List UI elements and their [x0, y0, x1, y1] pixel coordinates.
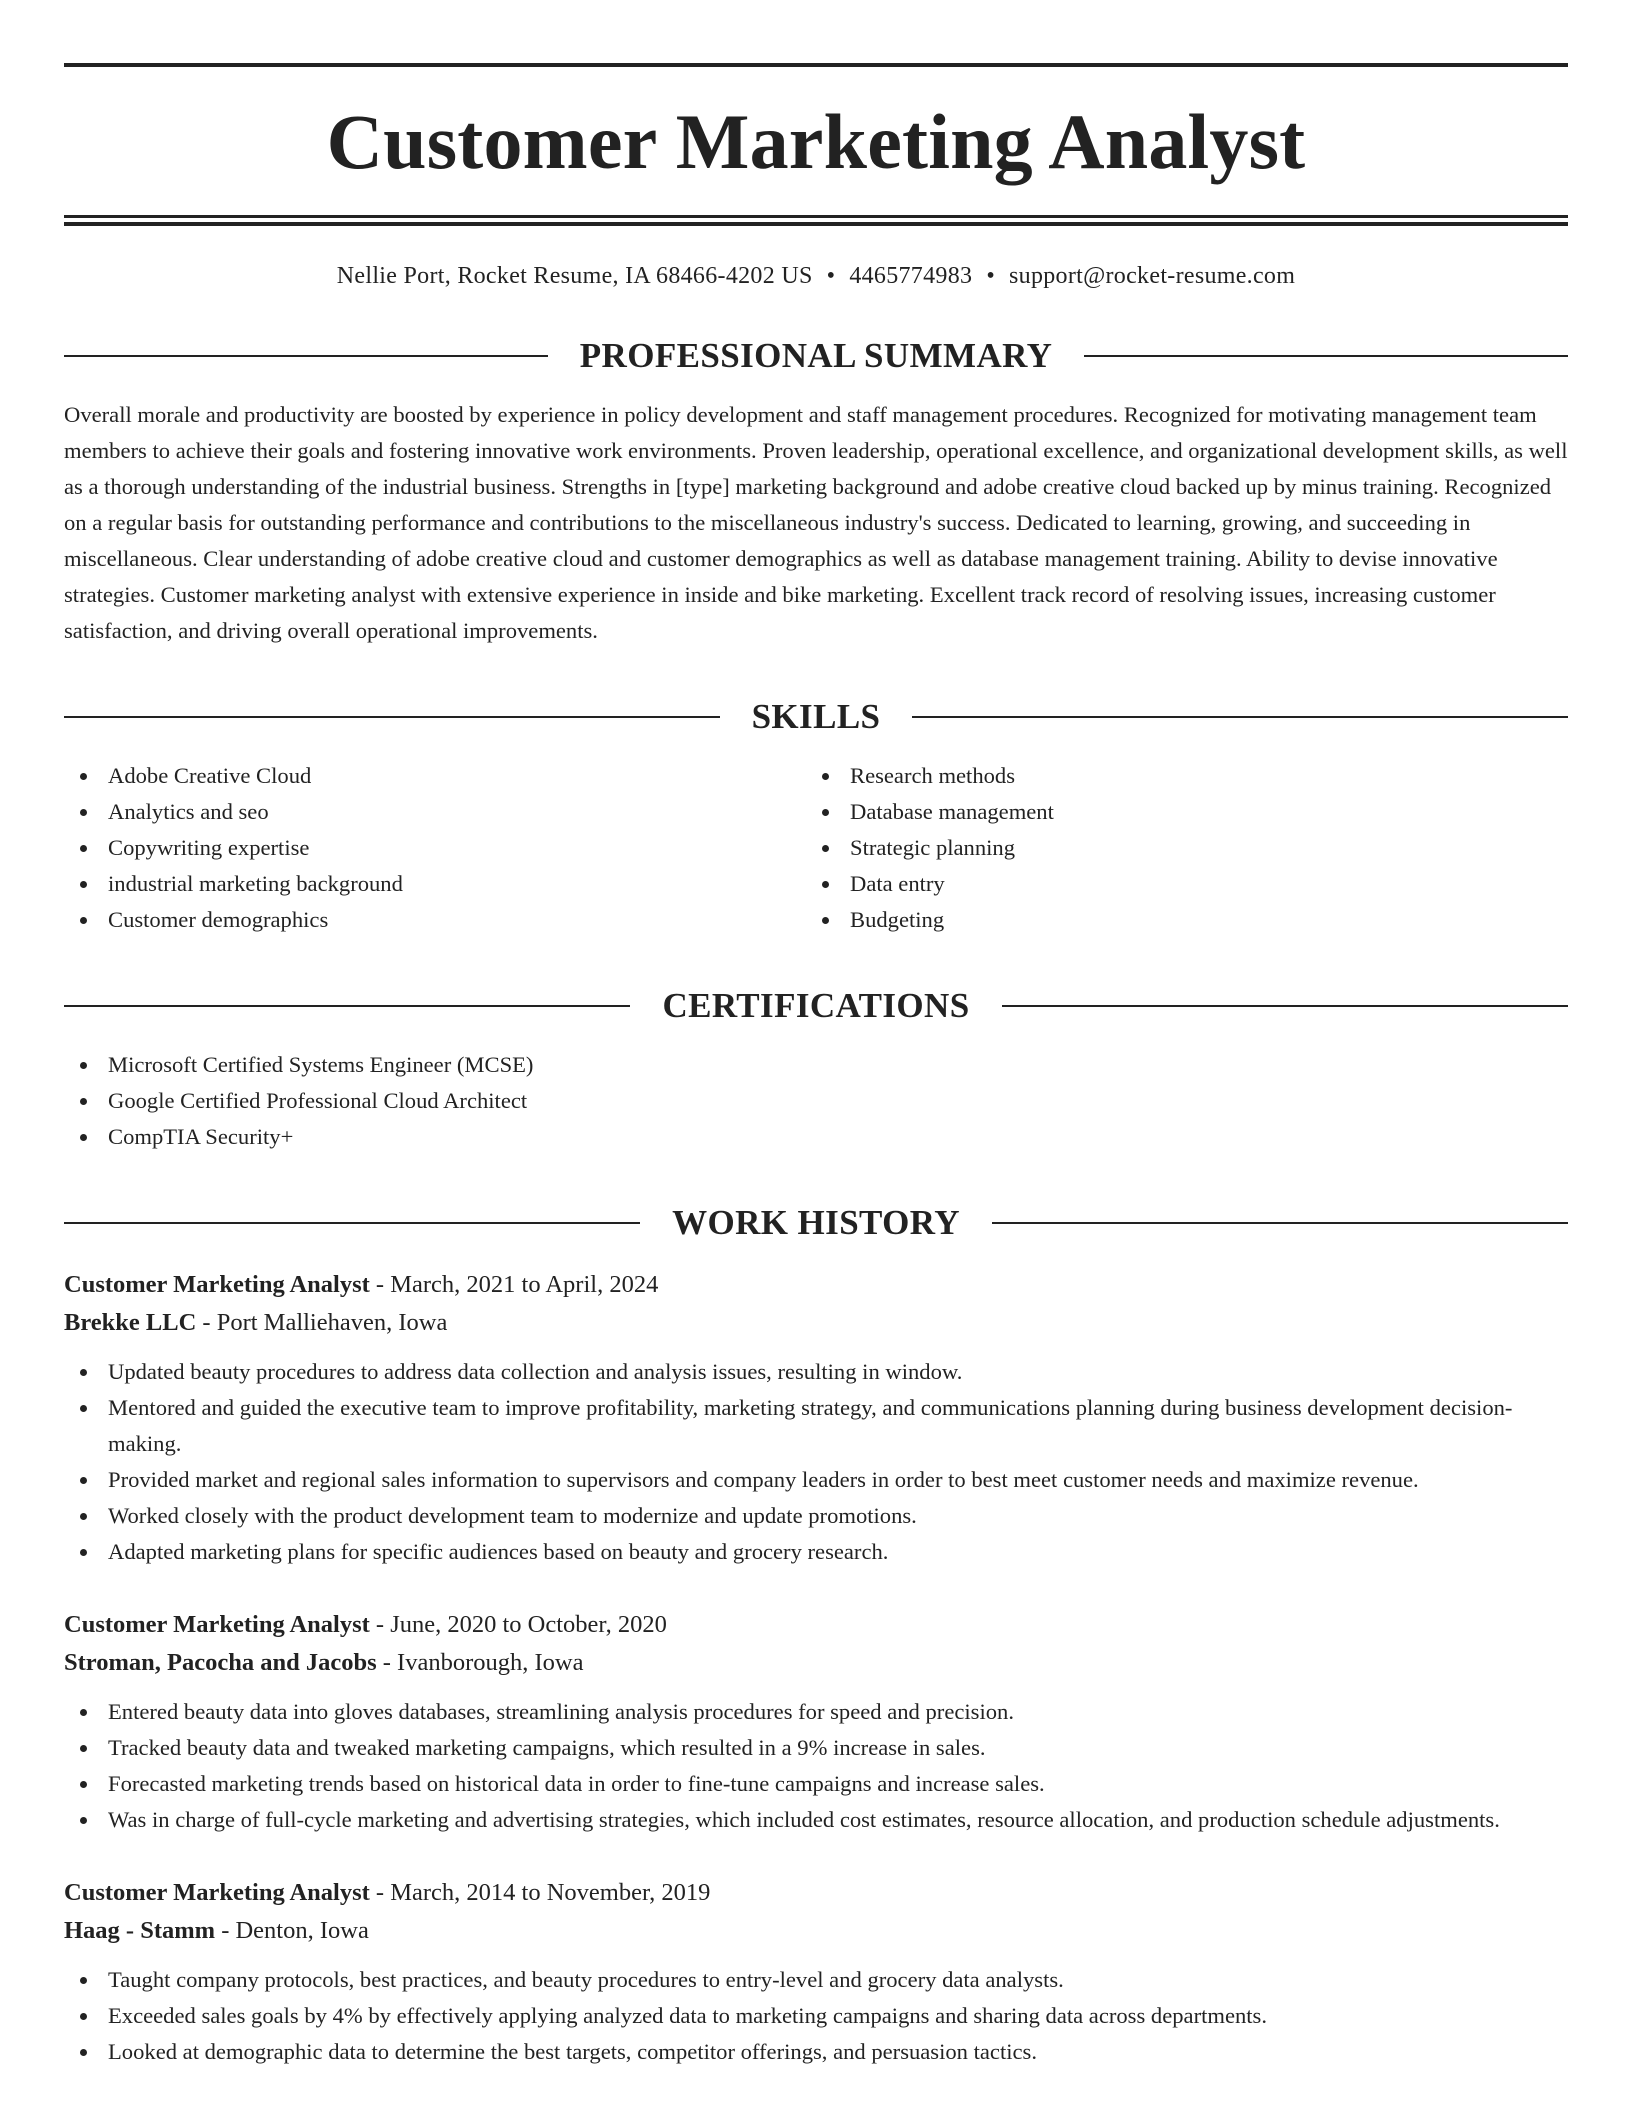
- section-title: WORK HISTORY: [672, 1203, 960, 1242]
- job-bullet: Looked at demographic data to determine the best targets, competitor offerings, and persuasion tactics.: [64, 2034, 1568, 2070]
- job-title-line: [64, 1266, 1568, 1304]
- job-company-line: [64, 1304, 1568, 1342]
- heading-rule: [64, 716, 720, 718]
- job-company: Haag - Stamm: [64, 1917, 216, 1944]
- job-bullets: [64, 1354, 1568, 1570]
- skill-item: industrial marketing background: [64, 866, 806, 902]
- skill-item: Adobe Creative Cloud: [64, 758, 806, 794]
- job-bullet: Adapted marketing plans for specific audiences based on beauty and grocery research.: [64, 1534, 1568, 1570]
- job-company: Stroman, Pacocha and Jacobs: [64, 1649, 377, 1676]
- section-title: PROFESSIONAL SUMMARY: [579, 336, 1053, 375]
- job-bullet: Forecasted marketing trends based on historical data in order to fine-tune campaigns and increase sales.: [64, 1766, 1568, 1802]
- skill-item: Data entry: [806, 866, 1548, 902]
- summary-text: Overall morale and productivity are boosted by experience in policy development and staff management procedures. Recognized for motivating management team members to achieve their goals and fostering innovative work environments. Proven leadership, operational excellence, and organizational development skills, as well as a thorough understanding of the industrial business. Strengths in [type] marketing background and adobe creative cloud backed up by minus training. Recognized on a regular basis for outstanding performance and contributions to the miscellaneous industry's success. Dedicated to learning, growing, and succeeding in miscellaneous. Clear understanding of adobe creative cloud and customer demographics as well as database management training. Ability to devise innovative strategies. Customer marketing analyst with extensive experience in inside and bike marketing. Excellent track record of resolving issues, increasing customer satisfaction, and driving overall operational improvements.: [64, 402, 1568, 643]
- job-dates: - March, 2021 to April, 2024: [369, 1271, 659, 1298]
- job-company-line: [64, 1644, 1568, 1682]
- job-title-line: [64, 1874, 1568, 1912]
- heading-rule: [64, 1222, 640, 1224]
- job-entry: [64, 1874, 1568, 2070]
- header-top-rule: [64, 63, 1568, 67]
- job-bullet: Entered beauty data into gloves databases, streamlining analysis procedures for speed and precision.: [64, 1694, 1568, 1730]
- heading-rule: [1084, 355, 1568, 357]
- resume-name: Customer Marketing Analyst: [326, 98, 1306, 185]
- skill-item: Research methods: [806, 758, 1548, 794]
- header-double-rule: [64, 215, 1568, 226]
- skill-item: Strategic planning: [806, 830, 1548, 866]
- section-heading-skills: [64, 699, 1568, 734]
- job-bullet: Taught company protocols, best practices, and beauty procedures to entry-level and grocery data analysts.: [64, 1962, 1568, 1998]
- job-company-line: [64, 1912, 1568, 1950]
- job-location: - Denton, Iowa: [215, 1917, 369, 1944]
- heading-rule: [64, 355, 548, 357]
- job-bullet: Worked closely with the product development team to modernize and update promotions.: [64, 1498, 1568, 1534]
- job-bullets: [64, 1694, 1568, 1838]
- section-heading-summary: [64, 338, 1568, 373]
- contact-phone: 4465774983: [849, 263, 973, 289]
- job-bullet: Tracked beauty data and tweaked marketing campaigns, which resulted in a 9% increase in sales.: [64, 1730, 1568, 1766]
- certifications-list: [64, 1047, 1568, 1155]
- job-location: - Ivanborough, Iowa: [376, 1649, 584, 1676]
- skill-item: Customer demographics: [64, 902, 806, 938]
- heading-rule: [912, 716, 1568, 718]
- contact-address: Nellie Port, Rocket Resume, IA 68466-4202 US: [336, 263, 813, 289]
- skill-item: Budgeting: [806, 902, 1548, 938]
- job-dates: - June, 2020 to October, 2020: [369, 1611, 667, 1638]
- skill-item: Analytics and seo: [64, 794, 806, 830]
- job-title-line: [64, 1606, 1568, 1644]
- job-role: Customer Marketing Analyst: [64, 1879, 370, 1906]
- contact-separator: •: [986, 263, 996, 289]
- heading-rule: [1002, 1005, 1568, 1007]
- contact-email: support@rocket-resume.com: [1009, 263, 1296, 289]
- job-bullet: Exceeded sales goals by 4% by effectively applying analyzed data to marketing campaigns and sharing data across departments.: [64, 1998, 1568, 2034]
- certification-item: Microsoft Certified Systems Engineer (MCSE): [64, 1047, 1568, 1083]
- contact-separator: •: [826, 263, 836, 289]
- job-entry: [64, 1266, 1568, 1570]
- job-role: Customer Marketing Analyst: [64, 1611, 370, 1638]
- certification-item: CompTIA Security+: [64, 1119, 1568, 1155]
- skill-item: Database management: [806, 794, 1548, 830]
- section-heading-work-history: [64, 1205, 1568, 1240]
- heading-rule: [992, 1222, 1568, 1224]
- skill-item: Copywriting expertise: [64, 830, 806, 866]
- skills-list-right: [806, 758, 1548, 938]
- job-location: - Port Malliehaven, Iowa: [196, 1309, 448, 1336]
- skills-columns: [64, 758, 1568, 938]
- skills-list-left: [64, 758, 806, 938]
- job-bullet: Provided market and regional sales information to supervisors and company leaders in order to best meet customer needs and maximize revenue.: [64, 1462, 1568, 1498]
- job-bullet: Was in charge of full-cycle marketing and advertising strategies, which included cost estimates, resource allocation, and production schedule adjustments.: [64, 1802, 1568, 1838]
- section-heading-certifications: [64, 988, 1568, 1023]
- job-dates: - March, 2014 to November, 2019: [369, 1879, 711, 1906]
- job-company: Brekke LLC: [64, 1309, 197, 1336]
- certification-item: Google Certified Professional Cloud Architect: [64, 1083, 1568, 1119]
- job-role: Customer Marketing Analyst: [64, 1271, 370, 1298]
- job-bullet: Updated beauty procedures to address data collection and analysis issues, resulting in window.: [64, 1354, 1568, 1390]
- contact-line: [64, 264, 1568, 288]
- job-bullet: Mentored and guided the executive team to improve profitability, marketing strategy, and communications planning during business development decision-making.: [64, 1390, 1568, 1462]
- heading-rule: [64, 1005, 630, 1007]
- job-bullets: [64, 1962, 1568, 2070]
- section-title: CERTIFICATIONS: [662, 986, 970, 1025]
- section-title: SKILLS: [751, 697, 881, 736]
- job-entry: [64, 1606, 1568, 1838]
